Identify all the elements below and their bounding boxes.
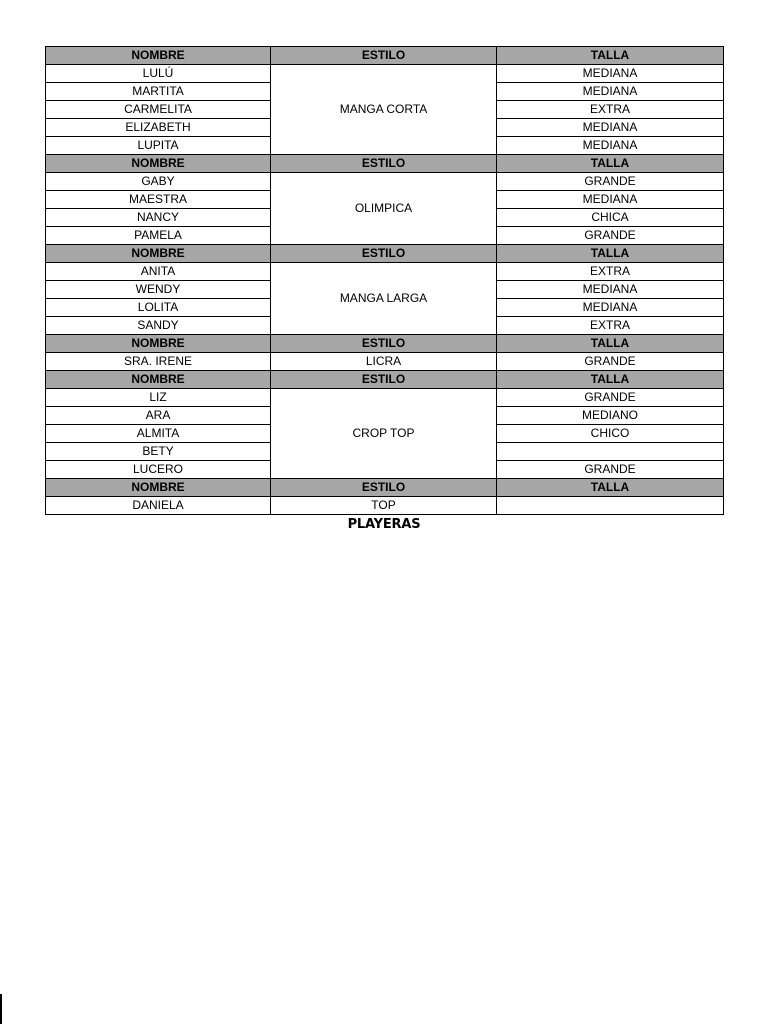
header-estilo: ESTILO (271, 479, 497, 497)
header-estilo: ESTILO (271, 335, 497, 353)
size-cell (497, 443, 724, 461)
header-nombre: NOMBRE (46, 371, 271, 389)
header-nombre: NOMBRE (46, 479, 271, 497)
name-cell: ANITA (46, 263, 271, 281)
style-cell: TOP (271, 497, 497, 515)
table-row (46, 389, 724, 407)
name-cell: LULÚ (46, 65, 271, 83)
header-nombre: NOMBRE (46, 245, 271, 263)
header-row (46, 155, 724, 173)
header-row (46, 47, 724, 65)
size-cell: EXTRA (497, 317, 724, 335)
name-cell: LIZ (46, 389, 271, 407)
style-cell: OLIMPICA (271, 173, 497, 245)
name-cell: NANCY (46, 209, 271, 227)
size-cell: GRANDE (497, 353, 724, 371)
size-cell: MEDIANA (497, 65, 724, 83)
header-row (46, 335, 724, 353)
header-talla: TALLA (497, 155, 724, 173)
name-cell: MAESTRA (46, 191, 271, 209)
name-cell: LUCERO (46, 461, 271, 479)
header-talla: TALLA (497, 479, 724, 497)
name-cell: ALMITA (46, 425, 271, 443)
name-cell: ELIZABETH (46, 119, 271, 137)
table-row (46, 263, 724, 281)
size-cell: GRANDE (497, 389, 724, 407)
name-cell: SRA. IRENE (46, 353, 271, 371)
name-cell: SANDY (46, 317, 271, 335)
style-cell: LICRA (271, 353, 497, 371)
name-cell: GABY (46, 173, 271, 191)
header-nombre: NOMBRE (46, 335, 271, 353)
name-cell: LUPITA (46, 137, 271, 155)
size-cell (497, 497, 724, 515)
size-cell: MEDIANA (497, 137, 724, 155)
header-row (46, 479, 724, 497)
header-estilo: ESTILO (271, 47, 497, 65)
size-cell: MEDIANA (497, 119, 724, 137)
header-nombre: NOMBRE (46, 47, 271, 65)
name-cell: PAMELA (46, 227, 271, 245)
size-cell: GRANDE (497, 173, 724, 191)
name-cell: ARA (46, 407, 271, 425)
style-cell: CROP TOP (271, 389, 497, 479)
style-cell: MANGA LARGA (271, 263, 497, 335)
size-table (45, 46, 724, 515)
name-cell: DANIELA (46, 497, 271, 515)
size-cell: MEDIANO (497, 407, 724, 425)
size-cell: CHICA (497, 209, 724, 227)
header-talla: TALLA (497, 47, 724, 65)
size-cell: MEDIANA (497, 83, 724, 101)
table-row (46, 353, 724, 371)
name-cell: MARTITA (46, 83, 271, 101)
name-cell: LOLITA (46, 299, 271, 317)
header-row (46, 245, 724, 263)
header-nombre: NOMBRE (46, 155, 271, 173)
page-edge-mark (0, 994, 2, 1024)
header-row (46, 371, 724, 389)
header-talla: TALLA (497, 245, 724, 263)
size-cell: GRANDE (497, 227, 724, 245)
size-cell: EXTRA (497, 101, 724, 119)
name-cell: CARMELITA (46, 101, 271, 119)
size-cell: GRANDE (497, 461, 724, 479)
header-talla: TALLA (497, 335, 724, 353)
size-table-body (46, 47, 724, 515)
table-row (46, 65, 724, 83)
style-cell: MANGA CORTA (271, 65, 497, 155)
table-row (46, 497, 724, 515)
size-cell: MEDIANA (497, 299, 724, 317)
header-estilo: ESTILO (271, 245, 497, 263)
table-caption: PLAYERAS (347, 517, 421, 532)
size-cell: CHICO (497, 425, 724, 443)
header-talla: TALLA (497, 371, 724, 389)
size-cell: EXTRA (497, 263, 724, 281)
size-cell: MEDIANA (497, 191, 724, 209)
table-row (46, 173, 724, 191)
header-estilo: ESTILO (271, 155, 497, 173)
name-cell: BETY (46, 443, 271, 461)
size-cell: MEDIANA (497, 281, 724, 299)
name-cell: WENDY (46, 281, 271, 299)
header-estilo: ESTILO (271, 371, 497, 389)
